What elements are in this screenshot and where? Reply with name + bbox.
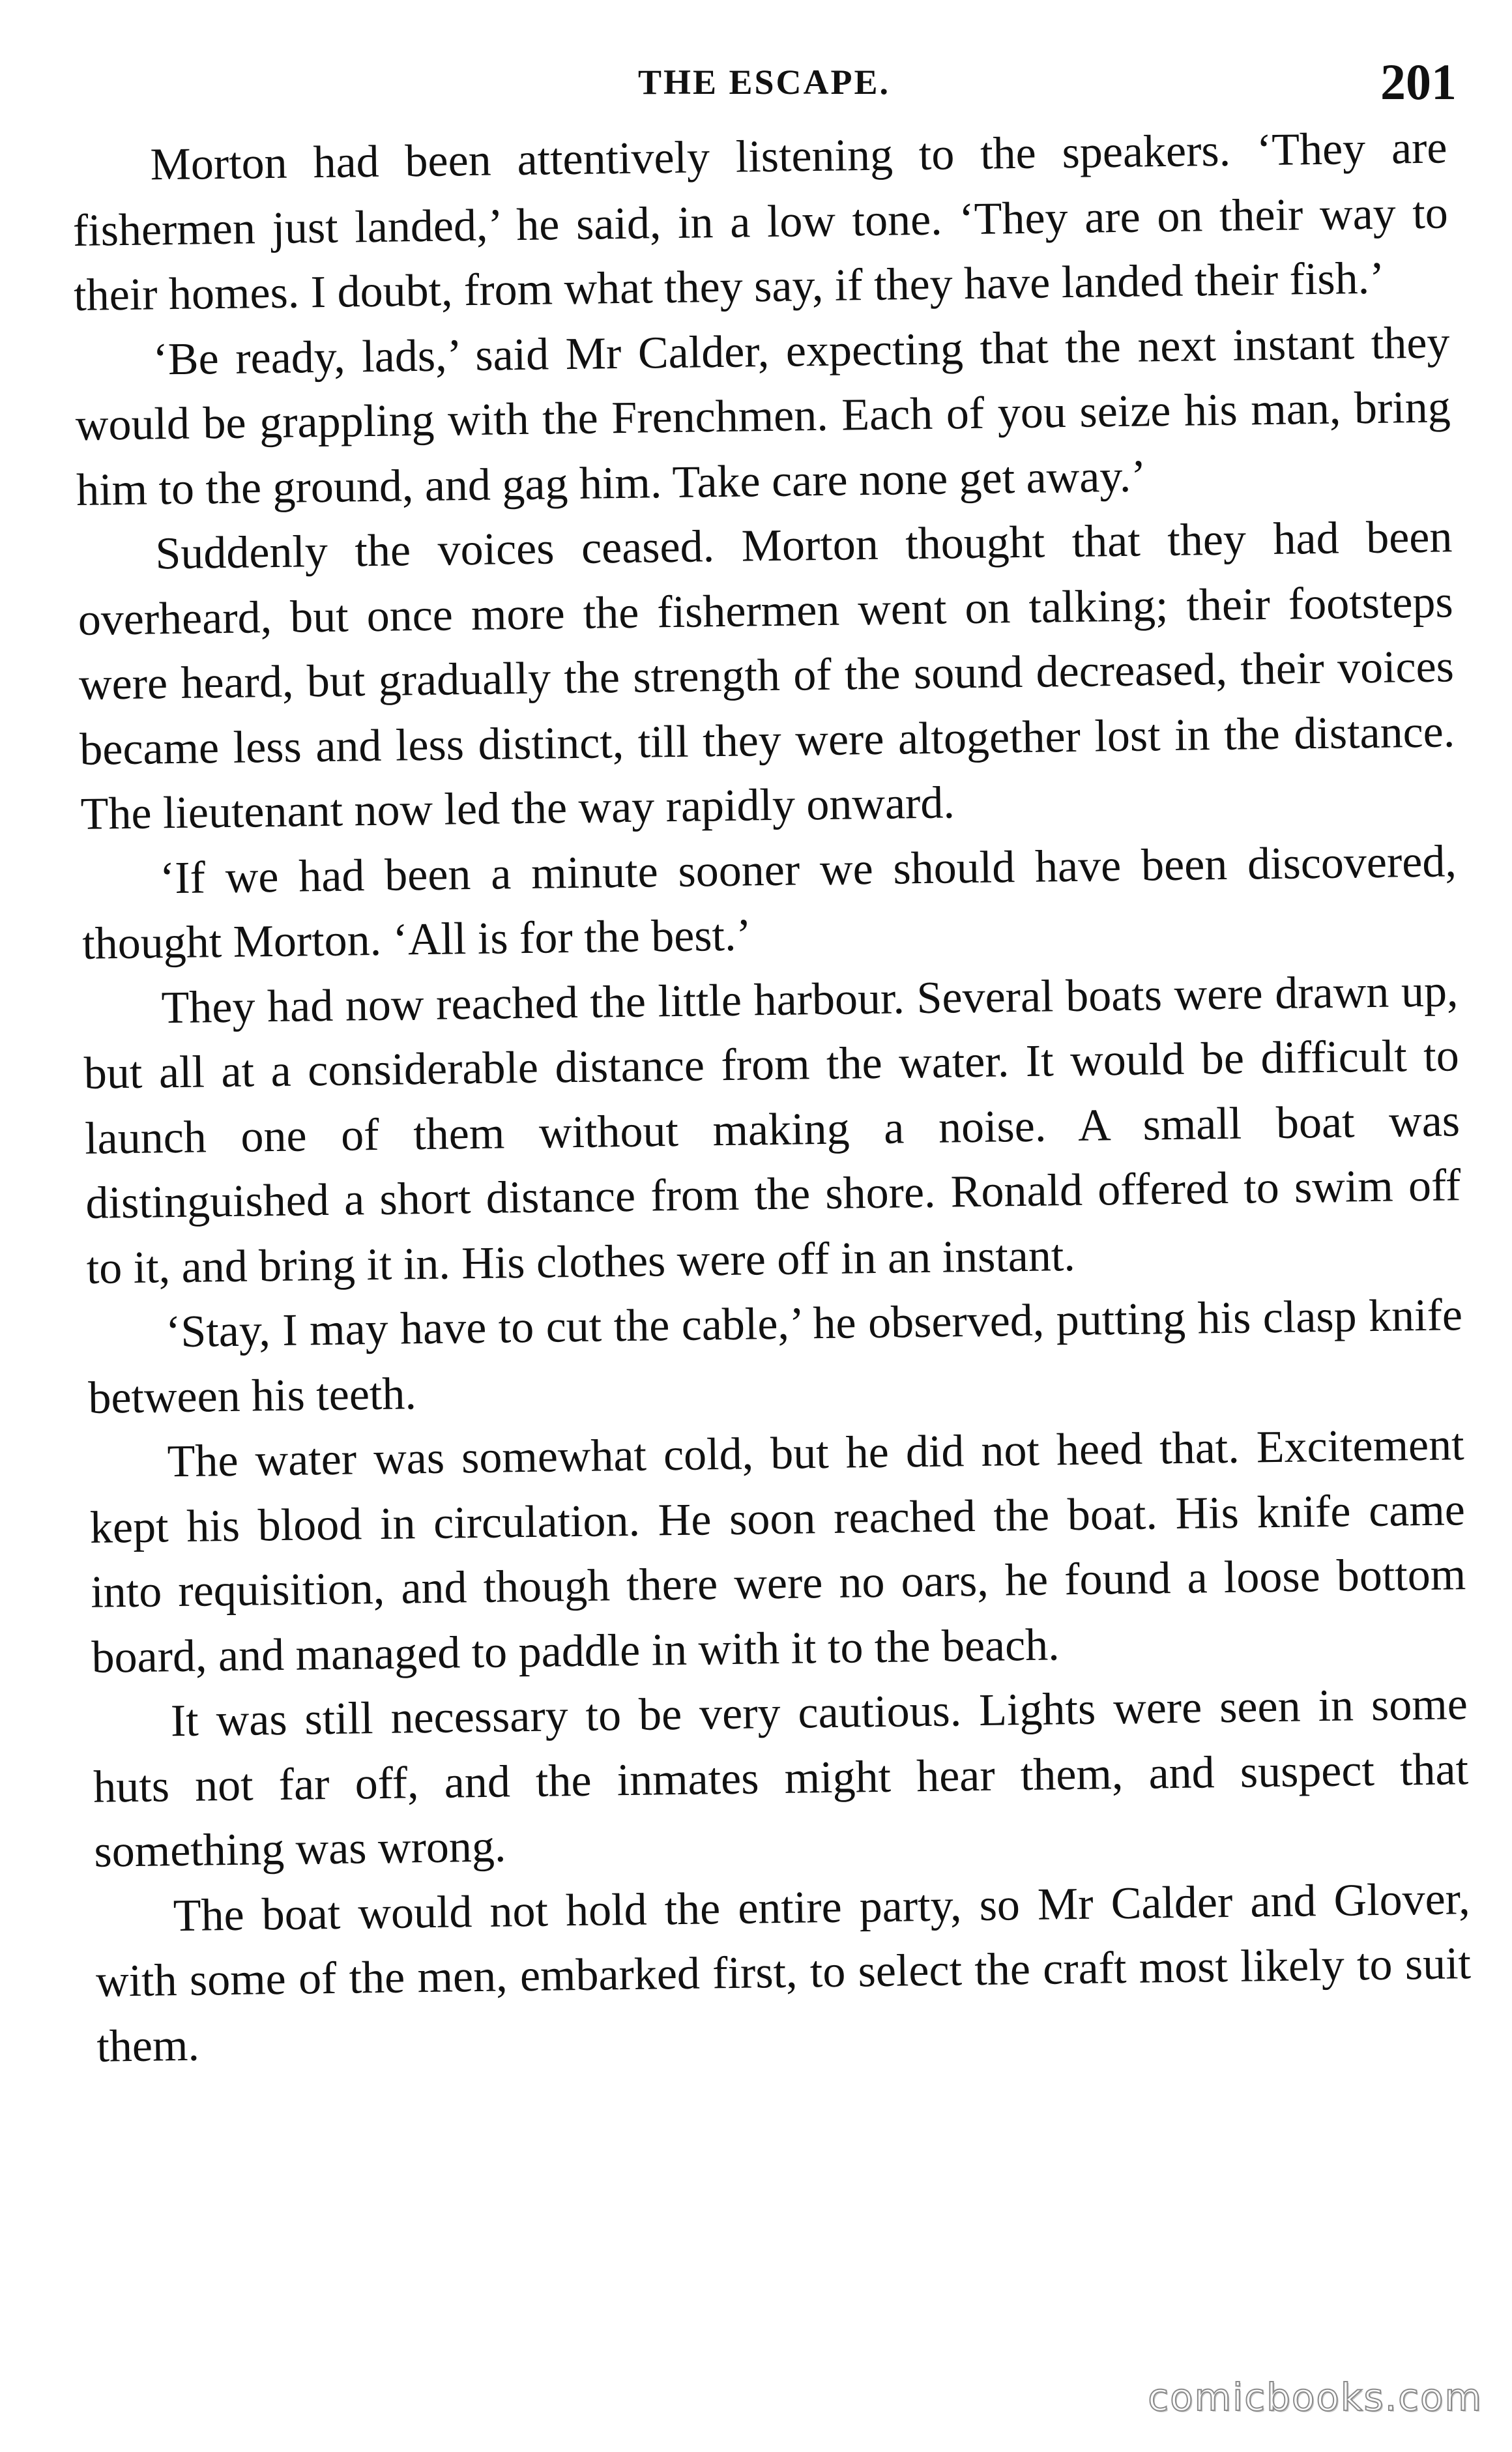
watermark: comicbooks.com — [1148, 2375, 1483, 2419]
paragraph: Suddenly the voices ceased. Morton thought that they had been overheard, but once more the fishermen went on talking; their footsteps were heard, but gradually the strength of the sound decreased, their voices became less and less distinct, till they were altogether lost in the distance. The lieutenant now led the way rapidly onward. — [78, 512, 1455, 839]
body-text — [72, 115, 1472, 2079]
running-title: THE ESCAPE. — [637, 63, 891, 102]
paragraph: ‘If we had been a minute sooner we should have been discovered, thought Morton. ‘All is for the best.’ — [81, 836, 1457, 969]
paragraph: The water was somewhat cold, but he did not heed that. Excitement kept his blood in circulation. He soon reached the boat. His knife came into requisition, and though there were no oars, he found a loose bottom board, and managed to paddle in with it to the beach. — [89, 1420, 1466, 1683]
paragraph: ‘Stay, I may have to cut the cable,’ he observed, putting his clasp knife between his teeth. — [87, 1290, 1463, 1423]
paragraph: The boat would not hold the entire party, so Mr Calder and Glover, with some of the men, embarked first, to select the craft most likely to suit them. — [95, 1873, 1472, 2072]
running-head — [72, 53, 1457, 127]
paragraph: ‘Be ready, lads,’ said Mr Calder, expecting that the next instant they would be grappling with the Frenchmen. Each of you seize his man, bring him to the ground, and gag him. Take care none get away.’ — [75, 317, 1451, 516]
paragraph: It was still necessary to be very cautious. Lights were seen in some huts not far off, and the inmates might hear them, and suspect that something was wrong. — [93, 1679, 1469, 1877]
page-number: 201 — [1380, 53, 1457, 110]
paragraph: They had now reached the little harbour. Several boats were drawn up, but all at a considerable distance from the water. It would be difficult to launch one of them without making a noise. A small boat was distinguished a short distance from the shore. Ronald offered to swim off to it, and bring it in. His clothes were off in an instant. — [83, 965, 1461, 1294]
paragraph: Morton had been attentively listening to the speakers. ‘They are fishermen just landed,’ he said, in a low tone. ‘They are on their way to their homes. I doubt, from what they say, if they have landed their fish.’ — [72, 123, 1449, 321]
